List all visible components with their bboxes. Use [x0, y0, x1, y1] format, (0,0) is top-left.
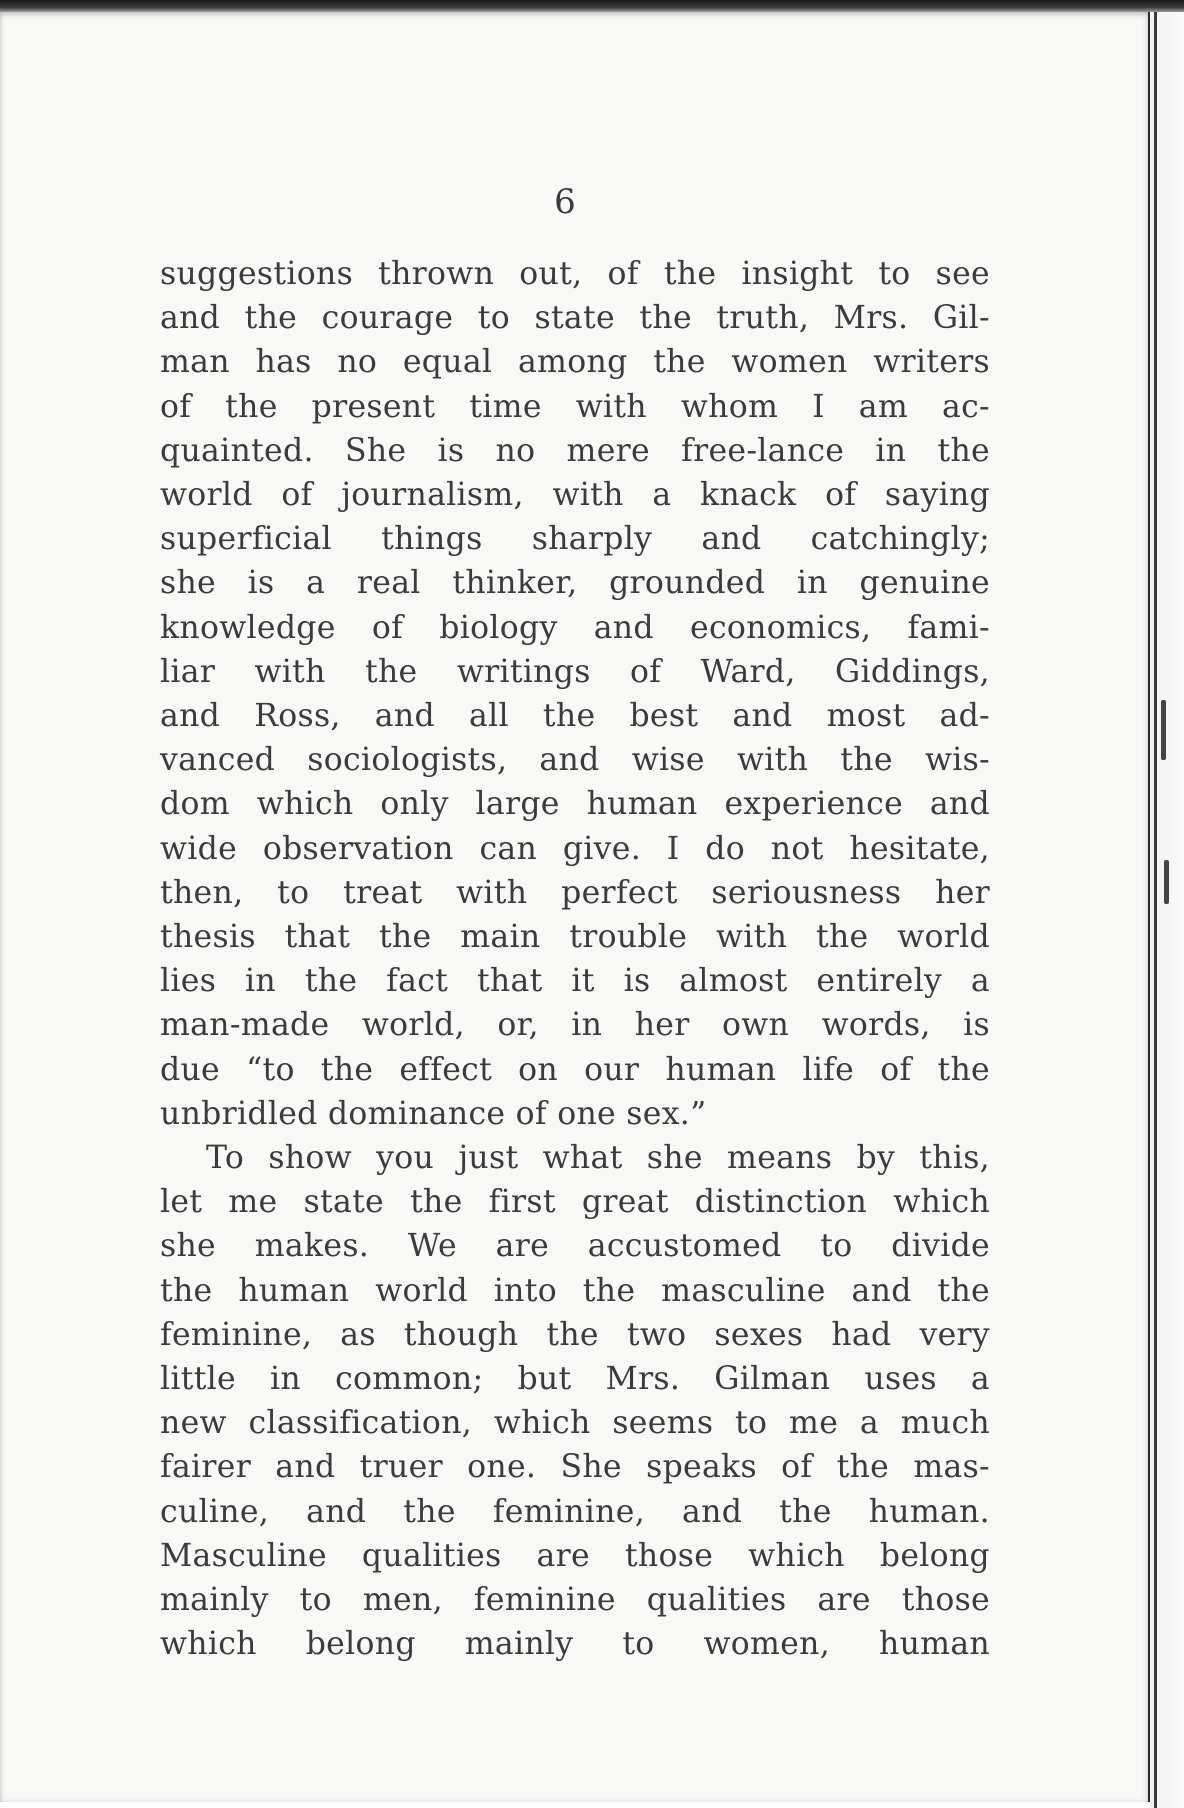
text-line: knowledge of biology and economics, fami- [160, 609, 990, 646]
text-line: of the present time with whom I am ac- [160, 388, 990, 425]
text-line: unbridled dominance of one sex.” [160, 1095, 707, 1132]
text-line: then, to treat with perfect seriousness her [160, 874, 990, 911]
binding-mark [1161, 700, 1166, 760]
body-text [160, 252, 990, 1667]
text-line: lies in the fact that it is almost entirely a [160, 963, 990, 1000]
page-number: 6 [554, 182, 576, 222]
text-line: Masculine qualities are those which belong [160, 1537, 990, 1574]
text-line: she is a real thinker, grounded in genuine [160, 565, 990, 602]
page-binding-edge [1150, 12, 1184, 1808]
binding-mark [1164, 860, 1169, 904]
text-line: wide observation can give. I do not hesitate, [160, 830, 990, 867]
text-line: little in common; but Mrs. Gilman uses a [160, 1361, 990, 1398]
binding-line [1154, 12, 1157, 1808]
text-line: quainted. She is no mere free-lance in the [160, 432, 990, 469]
text-line: she makes. We are accustomed to divide [160, 1228, 990, 1265]
text-line: new classification, which seems to me a much [160, 1405, 990, 1442]
text-line: man has no equal among the women writers [160, 344, 990, 381]
text-line: culine, and the feminine, and the human. [160, 1493, 990, 1530]
text-line: man-made world, or, in her own words, is [160, 1007, 990, 1044]
text-line: superficial things sharply and catchingly; [160, 521, 990, 558]
text-line: due “to the effect on our human life of the [160, 1051, 990, 1088]
text-line: and the courage to state the truth, Mrs. Gil- [160, 300, 990, 337]
text-line: mainly to men, feminine qualities are those [160, 1582, 990, 1619]
text-line: let me state the first great distinction which [160, 1184, 990, 1221]
text-line: feminine, as though the two sexes had very [160, 1316, 990, 1353]
text-line: suggestions thrown out, of the insight to see [160, 256, 990, 292]
text-line: thesis that the main trouble with the world [160, 919, 990, 956]
scan-top-edge [0, 0, 1184, 12]
text-line: the human world into the masculine and the [160, 1272, 990, 1309]
text-line: dom which only large human experience and [160, 786, 990, 823]
text-line: and Ross, and all the best and most ad- [160, 698, 990, 735]
text-line: world of journalism, with a knack of saying [160, 477, 990, 514]
text-line: vanced sociologists, and wise with the wis- [160, 742, 990, 779]
text-line: To show you just what she means by this, [206, 1140, 990, 1177]
text-line: liar with the writings of Ward, Giddings, [160, 653, 990, 690]
text-line: fairer and truer one. She speaks of the mas- [160, 1449, 990, 1486]
text-line: which belong mainly to women, human [160, 1626, 990, 1663]
